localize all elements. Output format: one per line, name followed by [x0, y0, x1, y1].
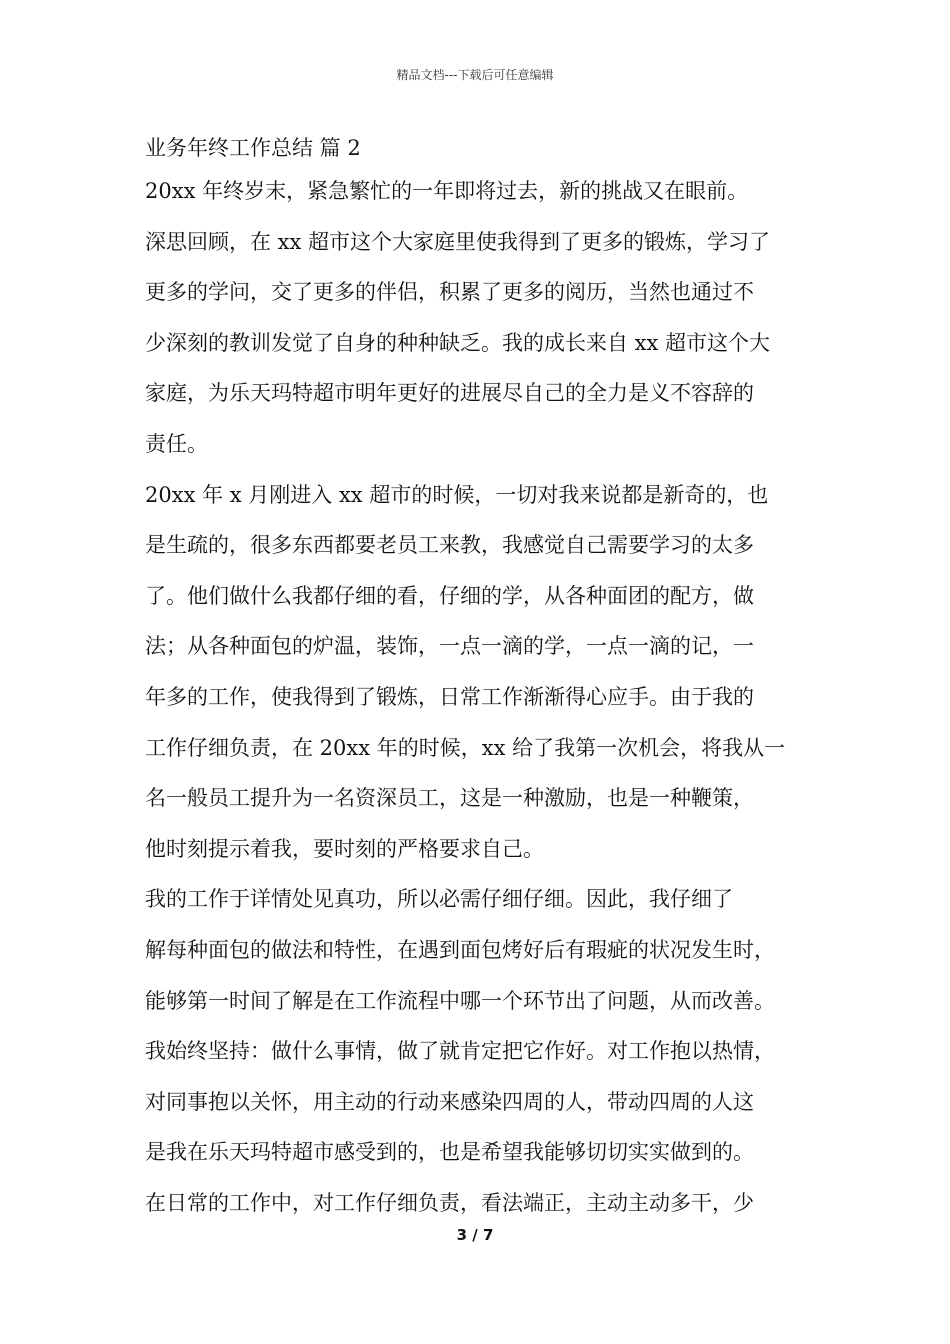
text-line: 我始终坚持：做什么事情，做了就肯定把它作好。对工作抱以热情，: [145, 1039, 775, 1064]
page-number: 3 / 7: [456, 1226, 494, 1244]
text-line: 20xx 年终岁末，紧急繁忙的一年即将过去，新的挑战又在眼前。: [145, 179, 749, 203]
paragraph-1: [145, 166, 825, 470]
paragraph-3: [145, 874, 825, 1228]
paragraph-2: [145, 470, 825, 875]
document-body: [145, 166, 825, 1228]
text-line: 20xx 年 x 月刚进入 xx 超市的时候，一切对我来说都是新奇的，也: [145, 482, 769, 507]
text-line: 工作仔细负责，在 20xx 年的时候，xx 给了我第一次机会，将我从一: [145, 735, 786, 760]
page-header: 精品文档---下载后可任意编辑: [396, 68, 554, 82]
text-line: 法；从各种面包的炉温，装饰，一点一滴的学，一点一滴的记，一: [145, 634, 754, 659]
text-line: 对同事抱以关怀，用主动的行动来感染四周的人，带动四周的人这: [145, 1089, 754, 1114]
text-line: 在日常的工作中，对工作仔细负责，看法端正，主动主动多干，少: [145, 1190, 754, 1215]
text-line: 名一般员工提升为一名资深员工，这是一种激励，也是一种鞭策，: [145, 786, 754, 811]
text-line: 少深刻的教训发觉了自身的种种缺乏。我的成长来自 xx 超市这个大: [145, 330, 771, 355]
document-title: 业务年终工作总结 篇 2: [145, 136, 361, 160]
text-line: 能够第一时间了解是在工作流程中哪一个环节出了问题，从而改善。: [145, 988, 775, 1013]
text-line: 更多的学问，交了更多的伴侣，积累了更多的阅历，当然也通过不: [145, 280, 754, 305]
text-line: 是生疏的，很多东西都要老员工来教，我感觉自己需要学习的太多: [145, 533, 754, 558]
text-line: 解每种面包的做法和特性，在遇到面包烤好后有瑕疵的状况发生时，: [145, 937, 775, 962]
text-line: 责任。: [145, 431, 208, 456]
text-line: 是我在乐天玛特超市感受到的，也是希望我能够切切实实做到的。: [145, 1140, 754, 1165]
text-line: 了。他们做什么我都仔细的看，仔细的学，从各种面团的配方，做: [145, 583, 754, 608]
text-line: 他时刻提示着我，要时刻的严格要求自己。: [145, 836, 544, 861]
text-line: 年多的工作，使我得到了锻炼，日常工作渐渐得心应手。由于我的: [145, 684, 754, 709]
text-line: 家庭，为乐天玛特超市明年更好的进展尽自己的全力是义不容辞的: [145, 381, 754, 406]
text-line: 深思回顾，在 xx 超市这个大家庭里使我得到了更多的锻炼，学习了: [145, 229, 771, 254]
text-line: 我的工作于详情处见真功，所以必需仔细仔细。因此，我仔细了: [145, 887, 733, 912]
